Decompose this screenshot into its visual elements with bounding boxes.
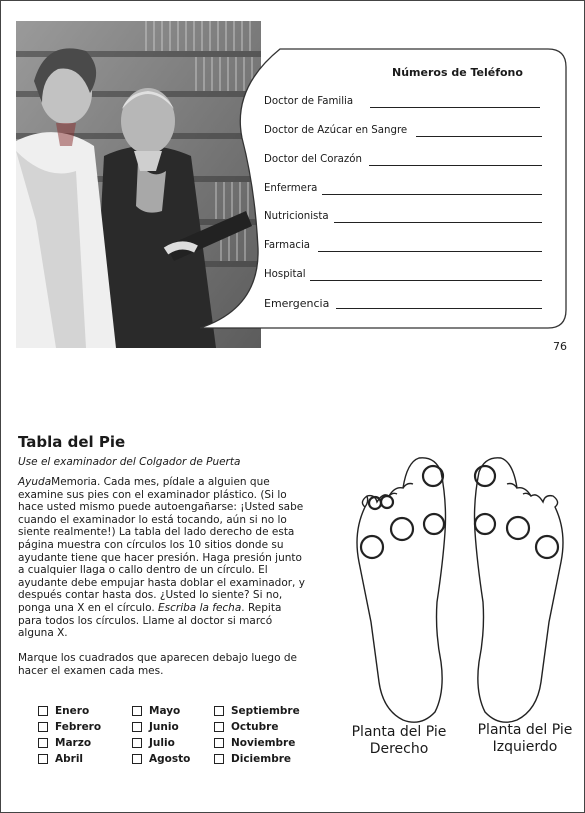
phone-label: Farmacia <box>264 240 311 251</box>
foot-chart-title: Tabla del Pie <box>18 433 126 451</box>
month-label: Marzo <box>55 737 92 749</box>
month-instruction: Marque los cuadrados que aparecen debajo luego de hacer el examen cada mes. <box>18 652 297 677</box>
phone-write-line[interactable] <box>310 280 542 281</box>
month-checkbox-row[interactable] <box>214 735 300 751</box>
month-checkbox-row[interactable] <box>38 751 101 767</box>
month-checkbox-row[interactable] <box>132 719 190 735</box>
foot-chart-instructions <box>18 476 308 678</box>
foot-chart-subtitle: Use el examinador del Colgador de Puerta <box>18 456 241 468</box>
right-foot-site-6 <box>361 536 383 558</box>
phone-label: Nutricionista <box>264 211 329 222</box>
phone-row-emergency <box>264 297 542 311</box>
right-foot-outline <box>357 458 446 722</box>
phone-row-hospital <box>264 269 542 283</box>
month-checkbox-row[interactable] <box>132 735 190 751</box>
phone-row-family-doctor <box>264 96 540 110</box>
month-checkbox[interactable] <box>214 738 224 748</box>
phone-row-nutritionist <box>264 211 542 225</box>
month-checkbox-row[interactable] <box>38 735 101 751</box>
phone-label: Enfermera <box>264 183 318 194</box>
month-checkbox[interactable] <box>214 754 224 764</box>
month-label: Febrero <box>55 721 102 733</box>
phone-numbers-title: Números de Teléfono <box>392 66 523 79</box>
phone-label: Hospital <box>264 269 306 280</box>
month-label: Diciembre <box>231 753 292 765</box>
month-label: Enero <box>55 705 90 717</box>
write-date-text: . Repita para todos los círculos. Llame al doctor si marcó alguna X. <box>18 601 282 640</box>
month-label: Junio <box>149 721 179 733</box>
month-label: Julio <box>149 737 175 749</box>
months-column-1 <box>38 703 101 767</box>
month-checkbox[interactable] <box>38 706 48 716</box>
phone-label: Doctor de Familia <box>264 96 354 107</box>
month-checkbox[interactable] <box>38 738 48 748</box>
month-checkbox-row[interactable] <box>132 751 190 767</box>
month-checkbox[interactable] <box>214 706 224 716</box>
intro-text: Memoria. Cada mes, pídale a alguien que examine sus pies con el examinador plástico. (Si lo hace usted mismo puede autoengañarse: ¡Usted sabe cuando el examinador lo está tocando, aún si no lo siente realmente!) La tabla del lado derecho de esta página muestra con círculos los 10 sitios donde su ayudante tiene que hacer presión. Haga presión junto a cualquier llaga o callo dentro de un círculo. El ayudante debe empujar hasta doblar el examinador, y después contar hasta dos. ¿Usted lo siente? Si no, ponga una X en el círculo. <box>18 476 305 614</box>
month-checkbox[interactable] <box>132 754 142 764</box>
phone-label: Emergencia <box>264 297 330 310</box>
month-label: Noviembre <box>231 737 296 749</box>
phone-write-line[interactable] <box>336 308 542 309</box>
page-number: 76 <box>553 340 567 353</box>
right-foot-label: Planta del Pie Derecho <box>351 724 447 757</box>
right-foot-site-4 <box>391 518 413 540</box>
left-foot-site-4 <box>536 536 558 558</box>
phone-write-line[interactable] <box>370 107 540 108</box>
phone-write-line[interactable] <box>322 194 542 195</box>
phone-write-line[interactable] <box>416 136 542 137</box>
month-checkbox[interactable] <box>38 722 48 732</box>
left-foot-site-3 <box>507 517 529 539</box>
phone-write-line[interactable] <box>369 165 542 166</box>
month-label: Octubre <box>231 721 279 733</box>
phone-write-line[interactable] <box>318 251 542 252</box>
phone-row-pharmacy <box>264 240 542 254</box>
right-foot-site-3 <box>381 496 393 508</box>
month-checkbox-row[interactable] <box>214 751 300 767</box>
right-foot-site-5 <box>424 514 444 534</box>
left-foot-label: Planta del Pie Izquierdo <box>477 722 573 755</box>
month-checkbox-row[interactable] <box>38 703 101 719</box>
month-label: Abril <box>55 753 84 765</box>
months-column-3 <box>214 703 300 767</box>
left-foot-site-2 <box>475 514 495 534</box>
months-column-2 <box>132 703 190 767</box>
instructions-paragraph <box>18 476 308 640</box>
month-checkbox-row[interactable] <box>214 719 300 735</box>
phone-row-blood-sugar-doctor <box>264 125 542 139</box>
left-foot-outline <box>475 458 564 722</box>
month-checkbox[interactable] <box>38 754 48 764</box>
intro-italic: Ayuda <box>18 476 52 488</box>
write-date-italic: Escriba la fecha <box>158 601 242 614</box>
foot-diagram <box>345 452 575 737</box>
phone-write-line[interactable] <box>334 222 542 223</box>
month-label: Septiembre <box>231 705 300 717</box>
phone-label: Doctor de Azúcar en Sangre <box>264 125 408 136</box>
month-checkbox[interactable] <box>214 722 224 732</box>
phone-label: Doctor del Corazón <box>264 154 362 165</box>
month-label: Mayo <box>149 705 181 717</box>
month-label: Agosto <box>149 753 191 765</box>
month-checkbox-row[interactable] <box>214 703 300 719</box>
month-checkbox[interactable] <box>132 706 142 716</box>
paragraph-gap <box>18 640 308 653</box>
phone-row-nurse <box>264 183 542 197</box>
month-checkbox[interactable] <box>132 722 142 732</box>
right-foot-site-1 <box>423 466 443 486</box>
phone-row-heart-doctor <box>264 154 542 168</box>
month-checkbox[interactable] <box>132 738 142 748</box>
month-checkbox-row[interactable] <box>132 703 190 719</box>
month-checkbox-row[interactable] <box>38 719 101 735</box>
